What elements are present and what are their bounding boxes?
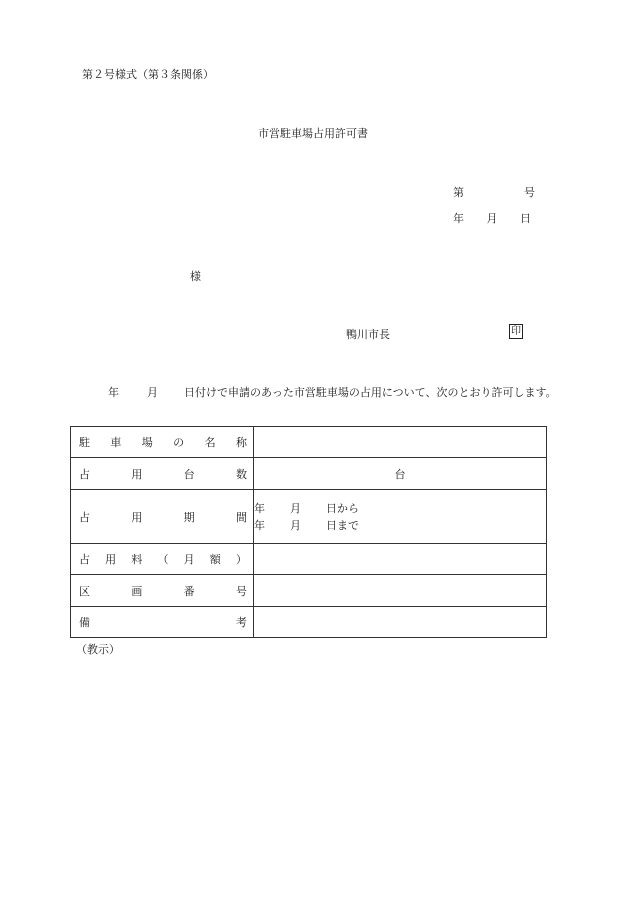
row-label-remarks — [71, 607, 254, 638]
period-from-month: 月 — [290, 501, 301, 515]
row-label-occupied-count — [71, 458, 254, 490]
remarks-value — [254, 607, 547, 638]
issue-number-suffix: 号 — [524, 186, 535, 199]
label-char: 占 — [79, 510, 90, 524]
addressee-honorific: 様 — [190, 270, 201, 283]
label-char: 考 — [236, 616, 247, 629]
period-to-month: 月 — [290, 518, 301, 532]
section-number-value — [254, 575, 547, 607]
label-char: （ — [157, 553, 169, 566]
label-char: 用 — [105, 553, 117, 566]
label-char: ） — [235, 553, 247, 566]
label-char: 備 — [79, 616, 90, 629]
label-char: 区 — [79, 584, 90, 598]
label-char: の — [173, 436, 185, 449]
label-char: 駐 — [79, 436, 90, 449]
occupancy-fee-value — [254, 544, 547, 575]
period-to-day: 日まで — [326, 518, 359, 532]
label-char: 占 — [79, 467, 90, 481]
label-char: 月 — [183, 553, 195, 566]
row-label-occupancy-period — [71, 490, 254, 544]
table-row — [71, 427, 547, 458]
label-char: 称 — [235, 436, 247, 449]
row-label-section-number — [71, 575, 254, 607]
period-from — [254, 500, 546, 517]
label-char: 号 — [235, 584, 247, 598]
table-row — [71, 607, 547, 638]
label-char: 番 — [183, 584, 195, 598]
label-char: 台 — [183, 467, 195, 481]
label-char: 間 — [235, 510, 247, 524]
row-label-occupancy-fee — [71, 544, 254, 575]
label-char: 料 — [131, 553, 143, 566]
label-char: 用 — [131, 467, 143, 481]
period-from-day: 日から — [326, 501, 359, 515]
statement-text: 日付けで申請のあった市営駐車場の占用について、次のとおり許可します。 — [184, 386, 557, 399]
issuer-name: 鴨川市長 — [346, 328, 390, 341]
label-char: 額 — [209, 553, 221, 566]
instruction-note: （教示） — [76, 643, 120, 656]
permit-statement — [70, 383, 558, 402]
table-row — [71, 575, 547, 607]
period-from-year: 年 — [254, 501, 265, 515]
label-char: 車 — [110, 436, 122, 449]
period-to-year: 年 — [254, 518, 265, 532]
label-char: 占 — [79, 553, 90, 566]
issue-number-prefix: 第 — [453, 186, 464, 199]
label-char: 数 — [235, 467, 247, 481]
label-char: 期 — [183, 510, 195, 524]
seal-mark: 印 — [511, 326, 521, 337]
issue-date-month: 月 — [486, 212, 498, 225]
label-char: 用 — [131, 510, 143, 524]
label-char: 名 — [204, 436, 216, 449]
issue-number — [453, 184, 535, 200]
parking-name-value — [254, 427, 547, 458]
occupancy-period-value — [254, 490, 547, 544]
issue-date-year: 年 — [453, 212, 464, 225]
label-char: 画 — [131, 584, 143, 598]
permit-table — [70, 426, 547, 638]
statement-year: 年 — [108, 386, 119, 399]
table-row — [71, 490, 547, 544]
issue-date — [453, 210, 531, 226]
period-to — [254, 517, 546, 534]
statement-month: 月 — [147, 386, 158, 399]
form-number: 第２号様式（第３条関係） — [82, 68, 214, 81]
label-char: 場 — [141, 436, 153, 449]
table-row — [71, 458, 547, 490]
document-title: 市営駐車場占用許可書 — [258, 127, 368, 140]
table-row — [71, 544, 547, 575]
row-label-parking-name — [71, 427, 254, 458]
issue-date-day: 日 — [520, 212, 531, 225]
occupied-count-unit: 台 — [254, 458, 547, 490]
